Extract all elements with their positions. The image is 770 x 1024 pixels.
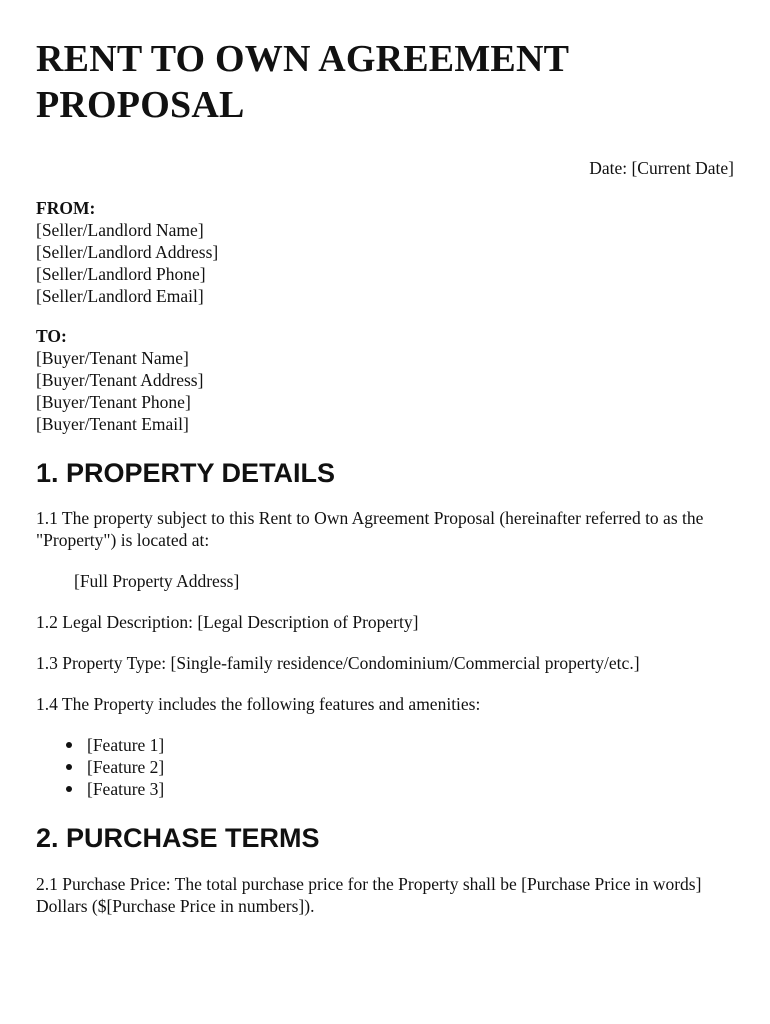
paragraph-2-1: 2.1 Purchase Price: The total purchase price for the Property shall be [Purchase Price in words] Dollars ($[Purchase Price in numbers]). [36,874,702,916]
seller-address: [Seller/Landlord Address] [36,242,219,262]
section-1-heading: 1. PROPERTY DETAILS [36,458,336,488]
section-2-heading: 2. PURCHASE TERMS [36,823,320,853]
list-item [66,734,734,756]
document-date: Date: [Current Date] [589,158,734,178]
paragraph-1-3: 1.3 Property Type: [Single-family residence/Condominium/Commercial property/etc.] [36,653,640,673]
buyer-email: [Buyer/Tenant Email] [36,414,189,434]
paragraph-1-1: 1.1 The property subject to this Rent to Own Agreement Proposal (hereinafter referred to as the "Property") is located at: [36,508,704,550]
list-item [66,756,734,778]
title-line-1: RENT TO OWN AGREEMENT [36,38,570,80]
paragraph-1-2: 1.2 Legal Description: [Legal Description of Property] [36,612,419,632]
bullet-icon [66,786,72,792]
paragraph-1-4: 1.4 The Property includes the following features and amenities: [36,694,481,714]
buyer-name: [Buyer/Tenant Name] [36,348,189,368]
seller-name: [Seller/Landlord Name] [36,220,204,240]
feature-text: [Feature 2] [87,757,165,777]
seller-email: [Seller/Landlord Email] [36,286,204,306]
document-title [36,36,734,128]
feature-text: [Feature 3] [87,779,165,799]
bullet-icon [66,742,72,748]
features-list [36,734,734,800]
title-line-2: PROPOSAL [36,84,245,126]
seller-phone: [Seller/Landlord Phone] [36,264,206,284]
buyer-phone: [Buyer/Tenant Phone] [36,392,191,412]
buyer-address: [Buyer/Tenant Address] [36,370,204,390]
list-item [66,778,734,800]
to-label: TO: [36,326,67,346]
bullet-icon [66,764,72,770]
property-address: [Full Property Address] [74,571,240,591]
feature-text: [Feature 1] [87,735,165,755]
from-block [36,197,734,307]
from-label: FROM: [36,198,96,218]
to-block [36,325,734,435]
